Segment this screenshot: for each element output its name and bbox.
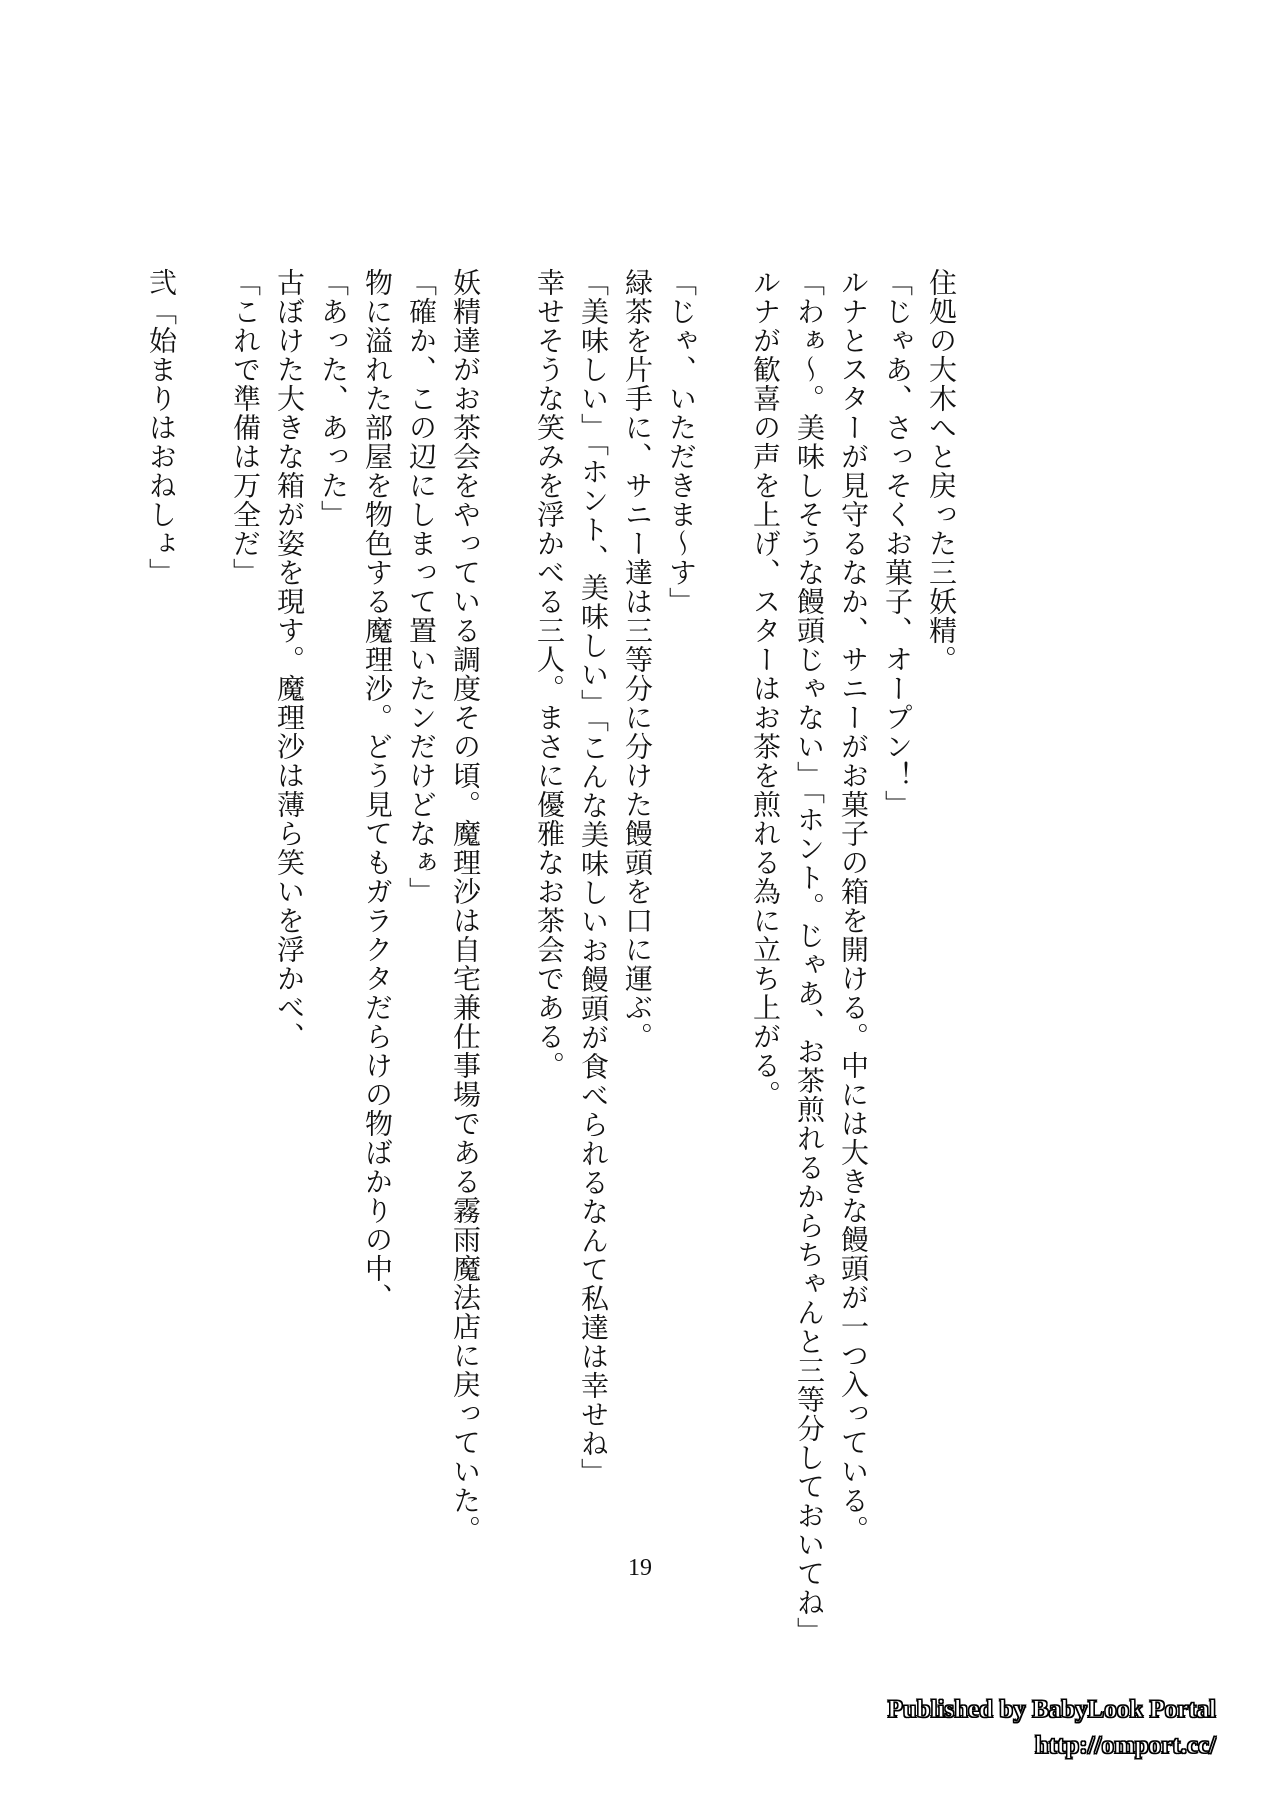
publisher-url: http://omport.cc/ bbox=[1034, 1732, 1216, 1759]
text-line: 妖精達がお茶会をやっている調度その頃。魔理沙は自宅兼仕事場である霧雨魔法店に戻っていた。 bbox=[449, 268, 482, 1544]
text-line: 「美味しい」「ホント、美味しい」「こんな美味しいお饅頭が食べられるなんて私達は幸せね」 bbox=[577, 268, 610, 1487]
publisher-watermark bbox=[887, 1692, 1216, 1764]
text-line: 住処の大木へと戻った三妖精。 bbox=[925, 268, 958, 674]
text-line: 物に溢れた部屋を物色する魔理沙。どう見てもガラクタだらけの物ばかりの中、 bbox=[361, 268, 394, 1312]
text-line: ルナが歓喜の声を上げ、スターはお茶を煎れる為に立ち上がる。 bbox=[749, 268, 782, 1109]
text-line: 緑茶を片手に、サニー達は三等分に分けた饅頭を口に運ぶ。 bbox=[621, 268, 654, 1051]
paragraph-break bbox=[487, 268, 527, 1448]
page-number: 19 bbox=[628, 1555, 652, 1581]
text-line: 古ぼけた大きな箱が姿を現す。魔理沙は薄ら笑いを浮かべ、 bbox=[273, 268, 306, 1051]
text-line: 「確か、この辺にしまって置いたンだけどなぁ」 bbox=[405, 268, 438, 906]
paragraph-break bbox=[183, 268, 223, 1448]
paragraph-break bbox=[703, 268, 743, 1448]
text-line: ルナとスターが見守るなか、サニーがお菓子の箱を開ける。中には大きな饅頭が一つ入っている。 bbox=[837, 268, 870, 1544]
publisher-name: Published by BabyLook Portal bbox=[887, 1696, 1216, 1723]
text-line: 「あった、あった」 bbox=[317, 268, 350, 529]
text-line: 「じゃ、いただきま～す」 bbox=[665, 268, 698, 616]
text-line: 「じゃあ、さっそくお菓子、オープン！」 bbox=[881, 268, 914, 819]
text-line: 幸せそうな笑みを浮かべる三人。まさに優雅なお茶会である。 bbox=[533, 268, 566, 1080]
text-line: 「わぁ～。美味しそうな饅頭じゃない」「ホント。じゃあ、お茶煎れるからちゃんと三等分しておいてね」 bbox=[793, 268, 826, 1646]
chapter-heading: 弐「始まりはおねしょ」 bbox=[145, 268, 178, 587]
text-line: 「これで準備は万全だ」 bbox=[229, 268, 262, 587]
